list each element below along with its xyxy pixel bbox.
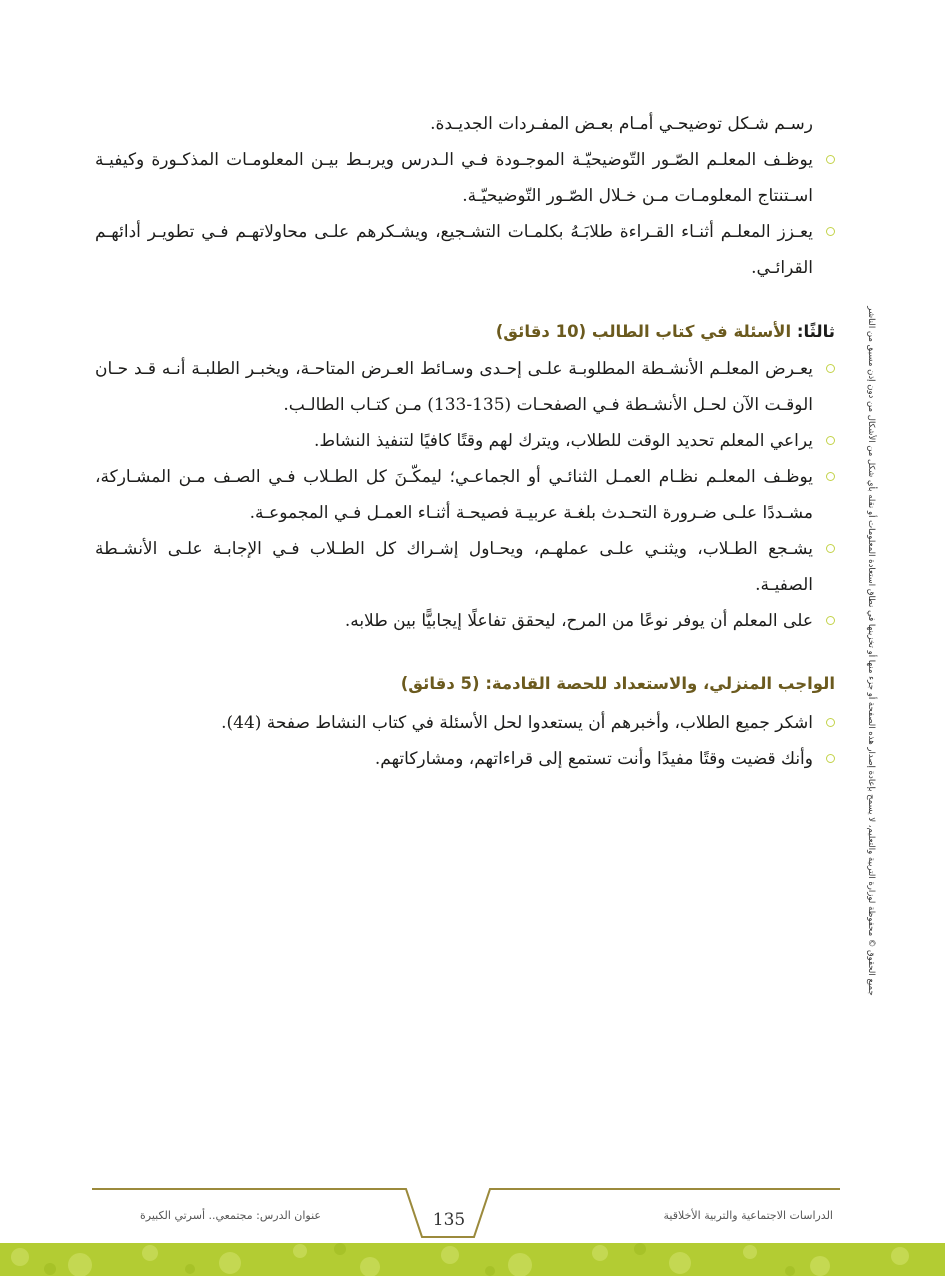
copyright-notice: جميع الحقوق © محفوظة لوزارة التربية والتعليم، لا يسمح بإعادة إصدار هذه الصفحة أو جزء منها أو تخزينها في نطاق استعادة المعلومات أو نقله بأي شكل من الأشكال من دون إذن مسبق من الناشر bbox=[866, 305, 876, 996]
copyright-sidebar bbox=[857, 298, 885, 1003]
page-number: 135 bbox=[432, 1210, 466, 1230]
band-pattern bbox=[0, 1243, 945, 1276]
bullet-circle-icon bbox=[826, 616, 835, 625]
bullet-circle-icon bbox=[826, 436, 835, 445]
list-item: يوظـف المعلـم الصّـور التّوضيحيّـة الموجـودة فـي الـدرس ويربـط بيـن المعلومـات المذكـورة وكيفيـة اسـتنتاج المعلومـات مـن خـلال الصّـور التّوضيحيّـة. bbox=[95, 142, 835, 214]
list-item: على المعلم أن يوفر نوعًا من المرح، ليحقق تفاعلًا إيجابيًّا بين طلابه. bbox=[95, 603, 835, 639]
bullet-list-homework bbox=[95, 705, 835, 777]
bullet-circle-icon bbox=[826, 544, 835, 553]
list-item: يراعي المعلم تحديد الوقت للطلاب، ويترك لهم وقتًا كافيًا لتنفيذ النشاط. bbox=[95, 423, 835, 459]
list-item: يوظـف المعلـم نظـام العمـل الثنائـي أو الجماعـي؛ ليمكّـنَ كل الطـلاب فـي الصـف مـن المشـاركة، مشـددًا علـى ضـرورة التحـدث بلغـة عربيـة فصيحـة أثنـاء العمـل فـي المجموعـة. bbox=[95, 459, 835, 531]
bullet-circle-icon bbox=[826, 472, 835, 481]
section-heading-student-book: ثالثًا: الأسئلة في كتاب الطالب (10 دقائق) bbox=[495, 322, 835, 341]
bullet-circle-icon bbox=[826, 718, 835, 727]
list-item: يعـزز المعلـم أثنـاء القـراءة طلابَـهُ بكلمـات التشـجيع، ويشـكرهم علـى محاولاتهـم فـي تطويـر أدائهـم القرائـي. bbox=[95, 214, 835, 286]
page-content bbox=[95, 106, 835, 777]
subject-title: الدراسات الاجتماعية والتربية الأخلاقية bbox=[663, 1209, 833, 1222]
bullet-circle-icon bbox=[826, 155, 835, 164]
footer-green-band bbox=[0, 1243, 945, 1276]
list-item: وأنك قضيت وقتًا مفيدًا وأنت تستمع إلى قراءاتهم، ومشاركاتهم. bbox=[95, 741, 835, 777]
continued-text: رسـم شـكل توضيحـي أمـام بعـض المفـردات الجديـدة. bbox=[430, 114, 813, 134]
lesson-title: عنوان الدرس: مجتمعي.. أسرتي الكبيرة bbox=[140, 1209, 321, 1222]
bullet-list-student-book bbox=[95, 351, 835, 639]
bullet-circle-icon bbox=[826, 227, 835, 236]
bullet-list-intro bbox=[95, 142, 835, 286]
list-item: يعـرض المعلـم الأنشـطة المطلوبـة علـى إحـدى وسـائط العـرض المتاحـة، ويخبـر الطلبـة أنـه قـد حـان الوقـت الآن لحـل الأنشـطة فـي الصفحـات (135-133) مـن كتـاب الطالـب. bbox=[95, 351, 835, 423]
list-item: اشكر جميع الطلاب، وأخبرهم أن يستعدوا لحل الأسئلة في كتاب النشاط صفحة (44). bbox=[95, 705, 835, 741]
bullet-circle-icon bbox=[826, 364, 835, 373]
bullet-circle-icon bbox=[826, 754, 835, 763]
section-heading-homework: الواجب المنزلي، والاستعداد للحصة القادمة: (5 دقائق) bbox=[400, 674, 835, 693]
list-item: يشـجع الطـلاب، ويثنـي علـى عملهـم، ويحـاول إشـراك كل الطـلاب فـي الإجابـة علـى الأنشـطة الصفيـة. bbox=[95, 531, 835, 603]
